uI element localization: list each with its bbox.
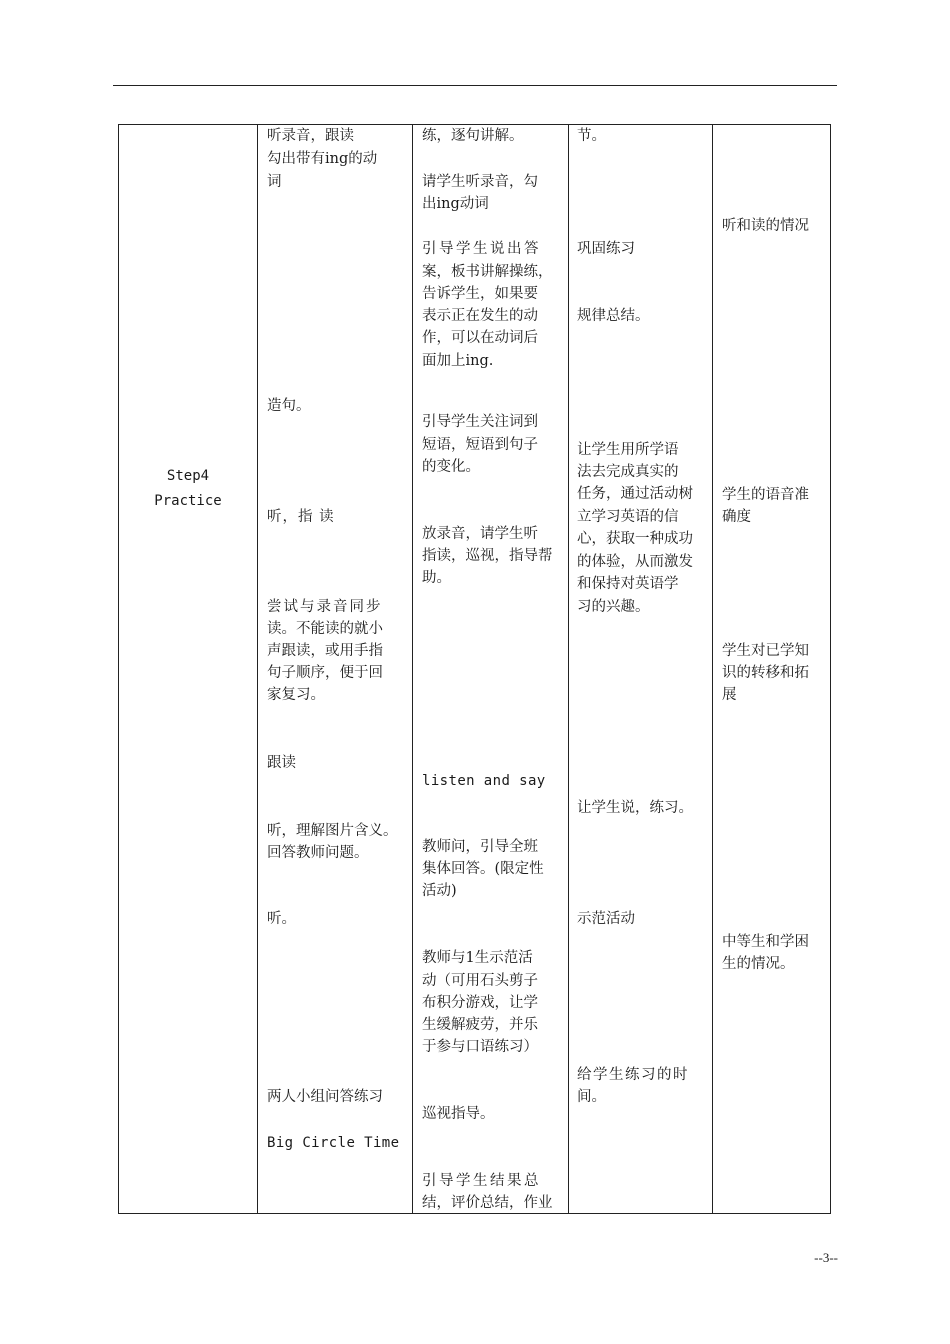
assessment-line: 生的情况。 [722,956,795,972]
assessment-line: 中等生和学困 [722,934,809,950]
column-divider [412,124,413,1214]
step-title: Step4 [166,468,210,484]
step-cell [119,464,257,514]
header-rule [113,85,837,86]
column-divider [568,124,569,1214]
teacher-activity-line: 放录音，请学生听 [422,526,538,542]
purpose-line: 巩固练习 [577,241,635,257]
student-activity-line: 跟读 [267,755,296,771]
student-activity-line: 家复习。 [267,687,325,703]
student-activity-line: 声跟读，或用手指 [267,643,383,659]
column-divider [712,124,713,1214]
teacher-activity-line: 指读，巡视，指导帮 [422,548,553,564]
teacher-activity-line: 引导学生关注词到 [422,414,538,430]
assessment-line: 确度 [722,509,751,525]
teacher-activity-line: 布积分游戏，让学 [422,995,538,1011]
assessment-line: 听和读的情况 [722,218,809,234]
column-divider [257,124,258,1214]
step-subtitle: Practice [154,493,222,509]
purpose-line: 任务，通过活动树 [577,486,693,502]
purpose-line: 法去完成真实的 [577,464,679,480]
purpose-line: 的体验，从而激发 [577,554,693,570]
assessment-line: 学生对已学知 [722,643,809,659]
teacher-activity-line: 活动) [422,883,457,899]
teacher-activity-line: 表示正在发生的动 [422,308,538,324]
teacher-activity-line: 引导学生说出答 [422,241,541,257]
teacher-activity-line: 动（可用石头剪子 [422,973,538,989]
purpose-line: 让学生用所学语 [577,442,679,458]
purpose-line: 和保持对英语学 [577,576,679,592]
teacher-activity-line: 请学生听录音，勾 [422,174,538,190]
teacher-activity-line: 短语，短语到句子 [422,437,538,453]
purpose-line: 立学习英语的信 [577,509,679,525]
purpose-line: 节。 [577,128,606,144]
student-activity-line: 尝试与录音同步 [267,599,383,615]
student-activity-line: Big Circle Time [267,1135,400,1151]
page-number: --3-- [814,1250,838,1265]
student-activity-line: 读。不能读的就小 [267,621,383,637]
purpose-line: 规律总结。 [577,308,650,324]
student-activity-line: 听，理解图片含义。 [267,823,398,839]
purpose-line: 示范活动 [577,911,635,927]
teacher-activity-line: 作，可以在动词后 [422,330,538,346]
teacher-activity-line: 案，板书讲解操练， [422,264,553,280]
teacher-activity-line: 的变化。 [422,459,480,475]
purpose-line: 让学生说，练习。 [577,800,693,816]
teacher-activity-line: 告诉学生，如果要 [422,286,538,302]
student-activity-line: 回答教师问题。 [267,845,369,861]
teacher-activity-line: 巡视指导。 [422,1106,495,1122]
teacher-activity-line: 生缓解疲劳，并乐 [422,1017,538,1033]
student-activity-line: 听录音，跟读 [267,128,354,144]
student-activity-line: 词 [267,174,282,190]
purpose-line: 心，获取一种成功 [577,531,693,547]
student-activity-line: 两人小组问答练习 [267,1089,383,1105]
student-activity-line: 造句。 [267,398,311,414]
teacher-activity-line: 于参与口语练习） [422,1039,538,1055]
teacher-activity-line: 练，逐句讲解。 [422,128,524,144]
teacher-activity-line: 教师与1生示范活 [422,950,533,966]
student-activity-line: 听。 [267,911,296,927]
purpose-line: 间。 [577,1089,606,1105]
teacher-activity-line: 教师问，引导全班 [422,839,538,855]
teacher-activity-line: 集体回答。(限定性 [422,861,544,877]
teacher-activity-line: 结，评价总结，作业 [422,1195,553,1211]
teacher-activity-line: 面加上ing. [422,353,494,369]
purpose-line: 给学生练习的时 [577,1067,689,1083]
student-activity-line: 勾出带有ing的动 [267,151,378,167]
assessment-line: 展 [722,687,737,703]
teacher-activity-line: 出ing动词 [422,196,489,212]
teacher-activity-line: 助。 [422,570,451,586]
student-activity-line: 句子顺序，便于回 [267,665,383,681]
teacher-activity-line: listen and say [422,773,546,789]
student-activity-line: 听，指 读 [267,509,335,525]
assessment-line: 识的转移和拓 [722,665,809,681]
assessment-line: 学生的语音准 [722,487,809,503]
teacher-activity-line: 引导学生结果总 [422,1173,541,1189]
purpose-line: 习的兴趣。 [577,599,650,615]
